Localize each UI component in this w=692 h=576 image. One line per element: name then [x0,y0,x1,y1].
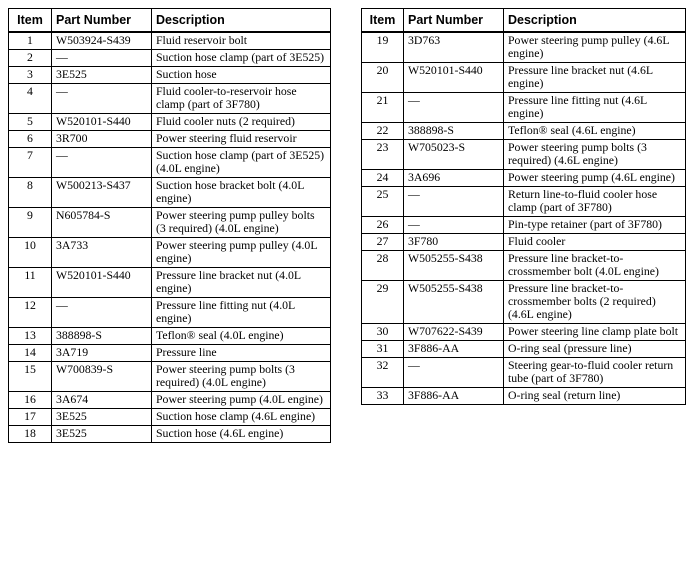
table-row [9,67,331,84]
cell-item: 31 [362,341,404,358]
header-item: Item [9,9,52,33]
table-row [362,388,686,405]
cell-part-number: 3A733 [52,238,152,268]
table-row [362,281,686,324]
cell-description: O-ring seal (return line) [504,388,686,405]
cell-part-number: W707622-S439 [404,324,504,341]
cell-item: 16 [9,392,52,409]
cell-description: Fluid cooler-to-reservoir hose clamp (part of 3F780) [152,84,331,114]
cell-part-number: W505255-S438 [404,281,504,324]
cell-part-number: W503924-S439 [52,32,152,50]
table-row [9,114,331,131]
cell-item: 32 [362,358,404,388]
parts-table-left [8,8,331,443]
cell-part-number: — [404,93,504,123]
cell-description: Power steering line clamp plate bolt [504,324,686,341]
cell-description: Suction hose bracket bolt (4.0L engine) [152,178,331,208]
cell-item: 11 [9,268,52,298]
header-description: Description [504,9,686,33]
header-row [9,9,331,33]
header-item: Item [362,9,404,33]
cell-item: 7 [9,148,52,178]
table-row [9,208,331,238]
cell-part-number: — [52,50,152,67]
cell-description: Suction hose clamp (4.6L engine) [152,409,331,426]
cell-part-number: — [52,148,152,178]
table-row [9,238,331,268]
cell-item: 9 [9,208,52,238]
cell-item: 28 [362,251,404,281]
cell-description: Steering gear-to-fluid cooler return tube (part of 3F780) [504,358,686,388]
cell-description: Fluid reservoir bolt [152,32,331,50]
cell-part-number: 388898-S [52,328,152,345]
cell-item: 26 [362,217,404,234]
cell-description: Power steering pump bolts (3 required) (4.0L engine) [152,362,331,392]
cell-part-number: — [52,298,152,328]
table-row [9,131,331,148]
cell-part-number: 3A719 [52,345,152,362]
cell-part-number: — [404,217,504,234]
cell-part-number: W700839-S [52,362,152,392]
table-row [9,32,331,50]
cell-description: Suction hose clamp (part of 3E525) (4.0L engine) [152,148,331,178]
cell-part-number: 3E525 [52,409,152,426]
cell-item: 2 [9,50,52,67]
cell-description: Pressure line fitting nut (4.0L engine) [152,298,331,328]
cell-item: 21 [362,93,404,123]
cell-part-number: 388898-S [404,123,504,140]
header-part-number: Part Number [52,9,152,33]
cell-item: 15 [9,362,52,392]
cell-part-number: W505255-S438 [404,251,504,281]
cell-item: 24 [362,170,404,187]
cell-description: Pressure line bracket nut (4.6L engine) [504,63,686,93]
table-row [9,148,331,178]
header-part-number: Part Number [404,9,504,33]
cell-description: Fluid cooler nuts (2 required) [152,114,331,131]
header-description: Description [152,9,331,33]
table-row [362,123,686,140]
cell-part-number: 3R700 [52,131,152,148]
cell-description: Pressure line bracket-to-crossmember bolts (2 required) (4.6L engine) [504,281,686,324]
cell-description: Pressure line bracket nut (4.0L engine) [152,268,331,298]
cell-description: Power steering pump pulley (4.0L engine) [152,238,331,268]
cell-description: Suction hose clamp (part of 3E525) [152,50,331,67]
table-row [362,341,686,358]
cell-part-number: — [52,84,152,114]
cell-part-number: — [404,187,504,217]
parts-table-right [361,8,686,405]
cell-item: 20 [362,63,404,93]
cell-part-number: W520101-S440 [52,114,152,131]
cell-part-number: N605784-S [52,208,152,238]
cell-part-number: 3D763 [404,32,504,63]
table-row [362,251,686,281]
table-row [362,140,686,170]
cell-description: Power steering pump pulley (4.6L engine) [504,32,686,63]
cell-part-number: W520101-S440 [52,268,152,298]
cell-item: 30 [362,324,404,341]
cell-description: Suction hose [152,67,331,84]
table-row [9,392,331,409]
cell-item: 4 [9,84,52,114]
cell-item: 1 [9,32,52,50]
cell-item: 14 [9,345,52,362]
cell-part-number: W520101-S440 [404,63,504,93]
cell-item: 33 [362,388,404,405]
cell-description: Pin-type retainer (part of 3F780) [504,217,686,234]
table-row [9,328,331,345]
cell-description: Teflon® seal (4.6L engine) [504,123,686,140]
cell-description: Pressure line bracket-to-crossmember bolt (4.0L engine) [504,251,686,281]
header-row [362,9,686,33]
parts-table-right-body [362,32,686,405]
table-row [9,409,331,426]
cell-part-number: 3F886-AA [404,388,504,405]
cell-description: Power steering pump pulley bolts (3 required) (4.0L engine) [152,208,331,238]
table-row [362,93,686,123]
cell-item: 18 [9,426,52,443]
table-row [362,324,686,341]
table-row [9,345,331,362]
cell-item: 6 [9,131,52,148]
cell-description: Power steering pump (4.6L engine) [504,170,686,187]
cell-item: 12 [9,298,52,328]
cell-description: Pressure line [152,345,331,362]
table-row [362,234,686,251]
cell-item: 19 [362,32,404,63]
cell-description: Fluid cooler [504,234,686,251]
cell-part-number: 3F886-AA [404,341,504,358]
table-row [362,217,686,234]
cell-description: Return line-to-fluid cooler hose clamp (part of 3F780) [504,187,686,217]
table-row [362,63,686,93]
cell-description: Pressure line fitting nut (4.6L engine) [504,93,686,123]
cell-item: 3 [9,67,52,84]
cell-item: 27 [362,234,404,251]
table-row [362,358,686,388]
cell-description: Power steering pump (4.0L engine) [152,392,331,409]
cell-description: Power steering pump bolts (3 required) (4.6L engine) [504,140,686,170]
table-row [362,187,686,217]
cell-part-number: W500213-S437 [52,178,152,208]
cell-item: 10 [9,238,52,268]
cell-part-number: 3A696 [404,170,504,187]
cell-item: 13 [9,328,52,345]
cell-part-number: 3E525 [52,67,152,84]
table-row [9,298,331,328]
cell-description: O-ring seal (pressure line) [504,341,686,358]
cell-part-number: 3F780 [404,234,504,251]
cell-part-number: 3A674 [52,392,152,409]
table-row [9,362,331,392]
cell-item: 23 [362,140,404,170]
cell-part-number: W705023-S [404,140,504,170]
table-row [9,268,331,298]
table-row [9,178,331,208]
table-row [362,32,686,63]
cell-item: 8 [9,178,52,208]
cell-part-number: — [404,358,504,388]
table-row [9,50,331,67]
cell-part-number: 3E525 [52,426,152,443]
cell-item: 17 [9,409,52,426]
cell-description: Teflon® seal (4.0L engine) [152,328,331,345]
cell-description: Suction hose (4.6L engine) [152,426,331,443]
cell-item: 22 [362,123,404,140]
table-row [362,170,686,187]
table-row [9,84,331,114]
cell-item: 25 [362,187,404,217]
cell-item: 5 [9,114,52,131]
cell-description: Power steering fluid reservoir [152,131,331,148]
cell-item: 29 [362,281,404,324]
table-row [9,426,331,443]
parts-table-left-body [9,32,331,443]
